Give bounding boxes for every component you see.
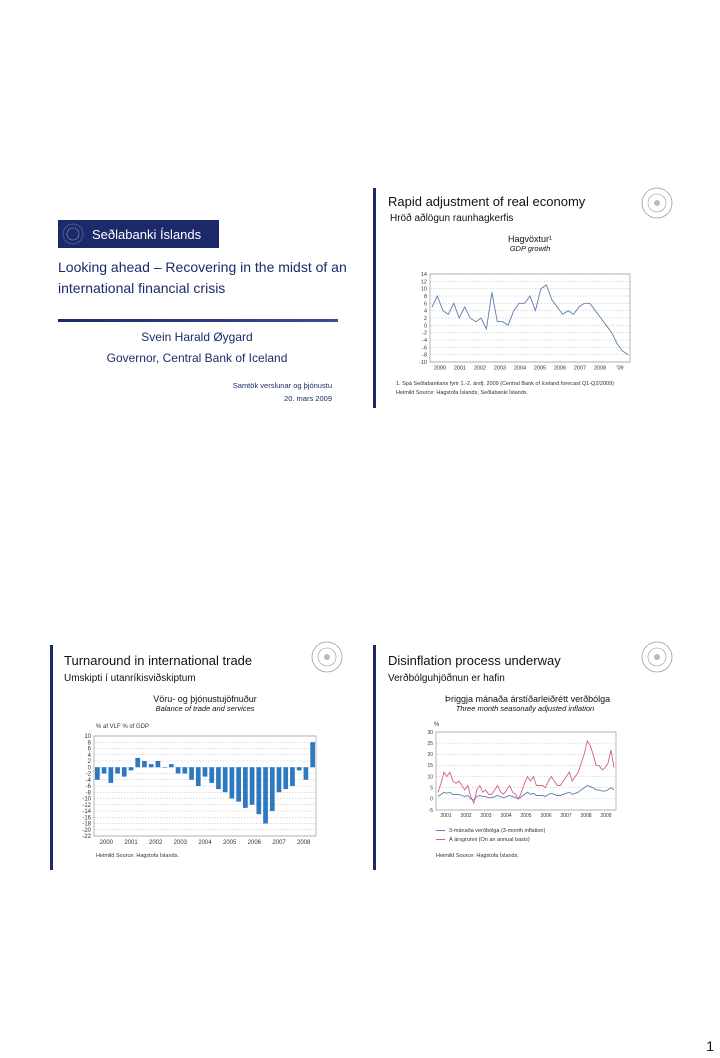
gdp-growth-chart (396, 262, 636, 374)
slide-title: Turnaround in international trade (64, 653, 253, 668)
legend-item (436, 826, 545, 835)
y-tick-label: 2 (87, 759, 91, 766)
y-tick-label: 6 (87, 746, 91, 753)
x-tick-label: 2000 (433, 365, 447, 372)
y-tick-label: -6 (422, 345, 427, 352)
x-tick-label: 2003 (173, 840, 188, 846)
bar (297, 767, 302, 770)
y-tick-label: -12 (82, 802, 91, 809)
x-tick-label: 2007 (573, 365, 587, 372)
bar (129, 767, 134, 770)
bar (243, 767, 248, 808)
y-tick-label: -8 (422, 352, 427, 359)
y-tick-label: -5 (428, 807, 433, 814)
series-line (432, 285, 628, 355)
x-tick-label: 2003 (480, 813, 492, 819)
inflation-chart (420, 728, 620, 822)
bank-name: Seðlabanki Íslands (92, 227, 202, 242)
y-tick-label: -4 (422, 337, 427, 344)
x-tick-label: 2006 (247, 840, 262, 846)
event-name: Samtök verslunar og þjónustu (232, 381, 332, 390)
chart-source: Heimild Source: Hagstofa Íslands, Seðlabanki Íslands. (396, 390, 529, 396)
bar (122, 767, 127, 776)
chart-title-text: Þriggja mánaða árstíðarleiðrétt verðbólga (445, 694, 611, 704)
y-tick-label: -18 (82, 821, 91, 828)
bar (135, 758, 140, 767)
bar (250, 767, 255, 805)
y-tick-label: -14 (82, 809, 91, 816)
event-date: 20. mars 2009 (284, 394, 332, 403)
bar (304, 767, 309, 780)
y-tick-label: 8 (423, 293, 427, 300)
bar (209, 767, 214, 783)
chart-title (470, 234, 590, 253)
y-tick-label: -8 (85, 790, 91, 797)
y-tick-label: -6 (85, 784, 91, 791)
x-tick-label: 2003 (493, 365, 507, 372)
y-tick-label: -16 (82, 815, 91, 822)
y-tick-label: 10 (427, 774, 433, 781)
legend-swatch (436, 839, 445, 841)
unit-label: % af VLF % of GDP (96, 724, 150, 730)
bar (230, 767, 235, 798)
bar (216, 767, 221, 789)
bar (290, 767, 295, 786)
y-tick-label: 4 (87, 752, 91, 759)
y-tick-label: 14 (420, 271, 427, 278)
bank-seal-icon (62, 223, 84, 245)
bar (310, 742, 315, 767)
y-tick-label: 8 (87, 740, 91, 747)
x-tick-label: 2008 (580, 813, 592, 819)
y-tick-label: 4 (423, 308, 427, 315)
y-tick-label: 2 (423, 315, 427, 322)
x-tick-label: 2002 (148, 840, 163, 846)
x-tick-label: 2000 (99, 840, 114, 846)
y-tick-label: -2 (85, 771, 91, 778)
bar (169, 764, 174, 767)
y-tick-label: 0 (430, 796, 433, 803)
x-tick-label: 2005 (533, 365, 547, 372)
slide-subtitle: Verðbólguhjöðnun er hafin (388, 673, 505, 684)
bar (182, 767, 187, 773)
x-tick-label: 2001 (440, 813, 452, 819)
x-tick-label: 2007 (272, 840, 286, 846)
x-tick-label: 2004 (198, 840, 212, 846)
y-tick-label: -4 (85, 777, 91, 784)
slide-title: Rapid adjustment of real economy (388, 194, 586, 209)
x-tick-label: '09 (616, 365, 624, 372)
slide-accent-bar (50, 645, 53, 870)
chart-source: Heimild Source: Hagstofa Íslands. (436, 853, 519, 859)
title-divider (58, 319, 338, 322)
x-tick-label: 2001 (124, 840, 138, 846)
x-tick-label: 2005 (520, 813, 532, 819)
chart-subtitle: Balance of trade and services (155, 704, 255, 713)
y-tick-label: 20 (427, 752, 433, 759)
bar (196, 767, 201, 786)
bar (203, 767, 208, 776)
x-tick-label: 2008 (296, 840, 311, 846)
author-role: Governor, Central Bank of Iceland (106, 351, 288, 365)
y-tick-label: -10 (419, 359, 427, 366)
bar (162, 767, 167, 768)
bank-seal-icon (640, 640, 674, 674)
legend-label: Á ársgrunni (On an annual basis) (449, 836, 530, 843)
chart-subtitle: Three month seasonally adjusted inflation (455, 704, 595, 713)
y-tick-label: 6 (423, 301, 427, 308)
y-tick-label: 0 (87, 765, 91, 772)
y-tick-label: 5 (430, 785, 433, 792)
bank-seal-icon (640, 186, 674, 220)
x-tick-label: 2006 (553, 365, 567, 372)
chart-source: Heimild Source: Hagstofa Íslands. (96, 853, 179, 859)
x-tick-label: 2004 (500, 813, 512, 819)
chart-title (445, 694, 611, 713)
bar (156, 761, 161, 767)
bar (223, 767, 228, 792)
chart-subtitle: GDP growth (509, 244, 551, 253)
bar (102, 767, 107, 773)
slide-title: Disinflation process underway (388, 653, 561, 668)
y-tick-label: 0 (423, 323, 427, 330)
x-tick-label: 2009 (600, 813, 612, 819)
x-tick-label: 2006 (540, 813, 552, 819)
bar (189, 767, 194, 780)
x-tick-label: 2002 (460, 813, 472, 819)
trade-balance-chart (78, 732, 318, 850)
bank-seal-icon (310, 640, 344, 674)
chart-title-text: Vöru- og þjónustujöfnuður (153, 694, 257, 704)
chart-footnote: 1. Spá Seðlabankans fyrir 1.-2. ársfj. 2009 (Central Bank of Iceland forecast Q1-Q2/2009) (396, 381, 614, 387)
y-tick-label: 12 (420, 279, 427, 286)
chart-title (140, 694, 270, 713)
bar (176, 767, 181, 773)
x-tick-label: 2005 (222, 840, 237, 846)
bar (115, 767, 120, 773)
y-tick-label: 25 (427, 740, 433, 747)
chart-title-text: Hagvöxtur¹ (507, 234, 552, 244)
bar (95, 767, 100, 780)
y-tick-label: 10 (420, 286, 427, 293)
x-tick-label: 2001 (453, 365, 467, 372)
x-tick-label: 2007 (560, 813, 572, 819)
presentation-title: Looking ahead – Recovering in the midst of an international financial crisis (58, 259, 347, 296)
y-tick-label: 30 (427, 729, 433, 736)
x-tick-label: 2004 (513, 365, 527, 372)
legend-label: 3-mánaða verðbólga (3-month inflation) (449, 827, 546, 834)
bar (256, 767, 261, 814)
slide-subtitle: Hröð aðlögun raunhagkerfis (390, 213, 514, 224)
bar (283, 767, 288, 789)
bar (108, 767, 113, 783)
y-tick-label: 15 (427, 763, 433, 770)
slide-subtitle: Umskipti í utanríkisviðskiptum (64, 673, 196, 684)
y-tick-label: 10 (84, 734, 91, 741)
bar (263, 767, 268, 823)
chart-legend (436, 826, 545, 844)
bar (149, 764, 154, 767)
slide-accent-bar (373, 188, 376, 408)
bar (142, 761, 147, 767)
x-tick-label: 2008 (593, 365, 607, 372)
author-name: Svein Harald Øygard (141, 330, 253, 344)
x-tick-label: 2002 (473, 365, 487, 372)
y-tick-label: -20 (82, 827, 91, 834)
page-number: 1 (706, 1038, 714, 1054)
bar (270, 767, 275, 811)
bar (236, 767, 241, 801)
bar (277, 767, 282, 792)
y-tick-label: -22 (82, 834, 91, 841)
legend-swatch (436, 830, 445, 832)
legend-item (436, 835, 545, 844)
y-tick-label: -10 (82, 796, 91, 803)
unit-label: % (434, 722, 440, 728)
series-line (438, 741, 614, 803)
slide-accent-bar (373, 645, 376, 870)
y-tick-label: -2 (422, 330, 427, 337)
